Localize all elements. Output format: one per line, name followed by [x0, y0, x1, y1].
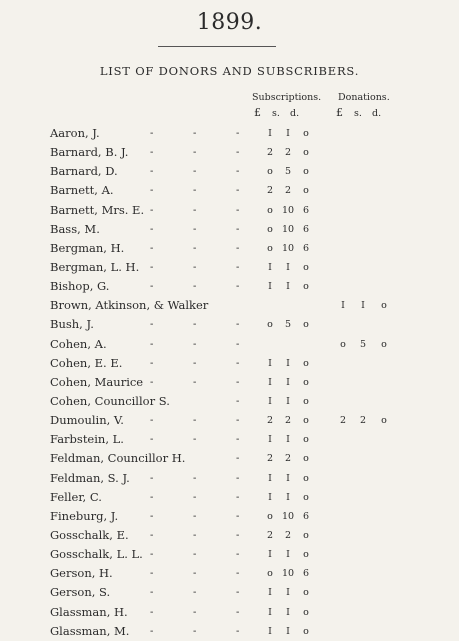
- leader-dash: -: [236, 261, 240, 273]
- subscription-shillings: I: [286, 587, 290, 599]
- donor-row: [0, 430, 459, 449]
- subscription-pounds: I: [268, 606, 272, 618]
- subscription-pence: 6: [302, 510, 310, 522]
- donor-name: Cohen, A.: [50, 336, 107, 351]
- leader-dash: -: [150, 549, 154, 561]
- donor-row: [0, 411, 459, 430]
- leader-dash: -: [193, 549, 197, 561]
- donor-name: Farbstein, L.: [50, 432, 124, 447]
- leader-dash: -: [236, 434, 240, 446]
- donor-name: Bass, M.: [50, 221, 100, 236]
- leader-dash: -: [150, 568, 154, 580]
- leader-dash: -: [236, 128, 240, 139]
- leader-dash: -: [193, 415, 197, 427]
- leader-dash: -: [236, 472, 240, 484]
- donor-row: [0, 507, 459, 526]
- leader-dash: -: [193, 491, 197, 503]
- donor-name: Barnard, D.: [50, 164, 118, 179]
- leader-dash: -: [193, 357, 197, 369]
- donor-name: Cohen, Maurice: [50, 374, 144, 389]
- donation-pence: o: [381, 338, 387, 350]
- leader-dash: -: [150, 625, 154, 637]
- subscription-pence: o: [303, 376, 309, 388]
- leader-dash: -: [150, 128, 154, 139]
- subscription-pence: o: [303, 166, 309, 178]
- donation-shillings: I: [361, 300, 365, 312]
- subscription-shillings: 10: [281, 204, 295, 216]
- leader-dash: -: [236, 568, 240, 580]
- subscription-pounds: 2: [266, 185, 274, 197]
- leader-dash: -: [150, 281, 154, 293]
- donations-units: [336, 106, 381, 119]
- donor-row: [0, 545, 459, 564]
- subscription-pence: o: [303, 185, 309, 197]
- unit-pounds: £: [254, 106, 261, 119]
- unit-shillings: s.: [354, 108, 362, 119]
- subscription-pounds: o: [267, 204, 273, 216]
- unit-shillings: s.: [272, 108, 280, 119]
- donor-row: [0, 239, 459, 258]
- subscription-shillings: 2: [284, 185, 292, 197]
- subscription-pounds: I: [268, 281, 272, 293]
- subscription-pence: 6: [302, 223, 310, 235]
- subscription-pence: o: [303, 434, 309, 446]
- unit-pence: d.: [290, 108, 300, 119]
- subscription-pence: o: [303, 281, 309, 293]
- donor-name: Fineburg, J.: [50, 508, 119, 523]
- subscription-shillings: 10: [281, 568, 295, 580]
- subscription-pounds: 2: [266, 453, 274, 465]
- subscription-pence: o: [303, 472, 309, 484]
- donor-name: Barnett, Mrs. E.: [50, 202, 145, 217]
- donor-row: [0, 143, 459, 162]
- subscription-shillings: 10: [281, 223, 295, 235]
- donor-row: [0, 124, 459, 143]
- subscription-shillings: I: [286, 549, 290, 561]
- page-title: LIST OF DONORS AND SUBSCRIBERS.: [99, 64, 360, 78]
- subscriptions-header: Subscriptions.: [252, 92, 322, 103]
- subscription-shillings: I: [286, 625, 290, 637]
- donor-row: [0, 469, 459, 488]
- leader-dash: -: [150, 434, 154, 446]
- donor-name: Glassman, M.: [50, 623, 130, 638]
- leader-dash: -: [193, 338, 197, 350]
- leader-dash: -: [236, 453, 240, 465]
- leader-dash: -: [236, 357, 240, 369]
- donor-row: [0, 258, 459, 277]
- donor-name: Aaron, J.: [50, 126, 100, 140]
- donor-row: [0, 583, 459, 602]
- donor-name: Barnard, B. J.: [50, 145, 129, 160]
- subscription-pence: 6: [302, 204, 310, 216]
- subscription-pounds: I: [268, 357, 272, 369]
- subscription-shillings: I: [286, 128, 290, 139]
- leader-dash: -: [150, 338, 154, 350]
- subscription-pounds: 2: [266, 529, 274, 541]
- leader-dash: -: [193, 242, 197, 254]
- leader-dash: -: [150, 606, 154, 618]
- leader-dash: -: [150, 223, 154, 235]
- leader-dash: -: [193, 587, 197, 599]
- subscription-pence: o: [303, 319, 309, 331]
- donor-name: Brown, Atkinson, & Walker: [50, 298, 209, 313]
- leader-dash: -: [193, 281, 197, 293]
- subscription-shillings: I: [286, 434, 290, 446]
- donation-shillings: 5: [359, 338, 367, 350]
- leader-dash: -: [150, 472, 154, 484]
- subscription-pounds: I: [268, 261, 272, 273]
- leader-dash: -: [236, 625, 240, 637]
- donor-row: [0, 315, 459, 334]
- subscription-pounds: o: [267, 223, 273, 235]
- donor-name: Cohen, E. E.: [50, 355, 123, 370]
- subscription-pounds: 2: [266, 415, 274, 427]
- title-divider: [158, 46, 276, 47]
- donor-name: Bush, J.: [50, 317, 94, 332]
- subscription-pounds: o: [267, 242, 273, 254]
- donor-row: [0, 162, 459, 181]
- subscription-shillings: 2: [284, 453, 292, 465]
- leader-dash: -: [236, 204, 240, 216]
- leader-dash: -: [150, 185, 154, 197]
- subscription-pounds: o: [267, 568, 273, 580]
- leader-dash: -: [236, 549, 240, 561]
- leader-dash: -: [236, 606, 240, 618]
- leader-dash: -: [236, 242, 240, 254]
- subscription-shillings: I: [286, 395, 290, 407]
- donor-name: Bergman, L. H.: [50, 259, 140, 274]
- leader-dash: -: [150, 415, 154, 427]
- donor-row: [0, 526, 459, 545]
- leader-dash: -: [236, 147, 240, 159]
- subscription-pounds: I: [268, 434, 272, 446]
- donor-name: Barnett, A.: [50, 183, 114, 198]
- leader-dash: -: [193, 434, 197, 446]
- subscription-pence: o: [303, 491, 309, 503]
- subscriptions-units: [254, 106, 299, 119]
- subscription-shillings: 5: [284, 166, 292, 178]
- subscription-shillings: 2: [284, 147, 292, 159]
- donation-pounds: I: [341, 300, 345, 312]
- donation-pence: o: [381, 415, 387, 427]
- donor-name: Feldman, Councillor H.: [50, 451, 186, 466]
- donor-name: Bergman, H.: [50, 240, 125, 255]
- subscription-pounds: I: [268, 587, 272, 599]
- leader-dash: -: [193, 376, 197, 388]
- subscription-pence: o: [303, 261, 309, 273]
- leader-dash: -: [236, 223, 240, 235]
- subscription-shillings: 5: [284, 319, 292, 331]
- donor-row: [0, 354, 459, 373]
- leader-dash: -: [193, 625, 197, 637]
- subscription-shillings: 10: [281, 510, 295, 522]
- leader-dash: -: [193, 319, 197, 331]
- leader-dash: -: [193, 204, 197, 216]
- subscription-shillings: 2: [284, 529, 292, 541]
- donor-row: [0, 564, 459, 583]
- leader-dash: -: [193, 128, 197, 139]
- subscription-pounds: 2: [266, 147, 274, 159]
- unit-pounds: £: [336, 106, 343, 119]
- subscription-shillings: I: [286, 491, 290, 503]
- subscription-pence: o: [303, 357, 309, 369]
- subscription-shillings: I: [286, 281, 290, 293]
- page-year: 1899.: [196, 10, 263, 35]
- leader-dash: -: [150, 357, 154, 369]
- leader-dash: -: [236, 319, 240, 331]
- subscription-pence: o: [303, 606, 309, 618]
- donor-name: Dumoulin, V.: [50, 413, 124, 428]
- leader-dash: -: [236, 395, 240, 407]
- donor-name: Gosschalk, E.: [50, 527, 129, 542]
- leader-dash: -: [150, 510, 154, 522]
- leader-dash: -: [193, 147, 197, 159]
- leader-dash: -: [150, 491, 154, 503]
- leader-dash: -: [193, 568, 197, 580]
- leader-dash: -: [193, 472, 197, 484]
- donor-list: [0, 124, 459, 641]
- donor-row: [0, 335, 459, 354]
- donation-shillings: 2: [359, 415, 367, 427]
- donor-row: [0, 220, 459, 239]
- donation-pounds: 2: [339, 415, 347, 427]
- leader-dash: -: [236, 510, 240, 522]
- leader-dash: -: [193, 261, 197, 273]
- donation-pounds: o: [340, 338, 346, 350]
- donation-pence: o: [381, 300, 387, 312]
- subscription-pence: o: [303, 625, 309, 637]
- leader-dash: -: [150, 166, 154, 178]
- subscription-pounds: I: [268, 549, 272, 561]
- unit-pence: d.: [372, 108, 382, 119]
- leader-dash: -: [193, 510, 197, 522]
- subscription-pence: o: [303, 549, 309, 561]
- leader-dash: -: [193, 185, 197, 197]
- donor-row: [0, 603, 459, 622]
- subscription-shillings: I: [286, 606, 290, 618]
- donor-row: [0, 622, 459, 641]
- donor-name: Bishop, G.: [50, 279, 110, 294]
- donor-row: [0, 277, 459, 296]
- donor-row: [0, 392, 459, 411]
- subscription-pence: o: [303, 453, 309, 465]
- leader-dash: -: [236, 185, 240, 197]
- subscription-pence: 6: [302, 242, 310, 254]
- leader-dash: -: [236, 587, 240, 599]
- subscription-pounds: I: [268, 625, 272, 637]
- leader-dash: -: [150, 587, 154, 599]
- leader-dash: -: [236, 491, 240, 503]
- subscription-pounds: I: [268, 472, 272, 484]
- leader-dash: -: [236, 415, 240, 427]
- subscription-shillings: 10: [281, 242, 295, 254]
- leader-dash: -: [150, 147, 154, 159]
- subscription-pounds: o: [267, 510, 273, 522]
- leader-dash: -: [236, 376, 240, 388]
- subscription-pounds: o: [267, 166, 273, 178]
- subscription-pence: o: [303, 587, 309, 599]
- subscription-pence: o: [303, 529, 309, 541]
- donor-row: [0, 181, 459, 200]
- leader-dash: -: [150, 261, 154, 273]
- subscription-pounds: o: [267, 319, 273, 331]
- subscription-pounds: I: [268, 376, 272, 388]
- subscription-pounds: I: [268, 128, 272, 139]
- donor-name: Feller, C.: [50, 489, 102, 504]
- leader-dash: -: [150, 204, 154, 216]
- subscription-shillings: I: [286, 376, 290, 388]
- donor-row: [0, 373, 459, 392]
- subscription-pence: 6: [302, 568, 310, 580]
- donor-name: Gerson, H.: [50, 566, 113, 581]
- leader-dash: -: [236, 338, 240, 350]
- leader-dash: -: [236, 529, 240, 541]
- donor-name: Gosschalk, L. L.: [50, 547, 143, 562]
- leader-dash: -: [236, 166, 240, 178]
- donor-row: [0, 488, 459, 507]
- donor-name: Cohen, Councillor S.: [50, 393, 170, 408]
- donor-row: [0, 296, 459, 315]
- leader-dash: -: [193, 529, 197, 541]
- subscription-pence: o: [303, 415, 309, 427]
- leader-dash: -: [193, 166, 197, 178]
- leader-dash: -: [150, 529, 154, 541]
- subscription-pounds: I: [268, 491, 272, 503]
- subscription-pounds: I: [268, 395, 272, 407]
- donor-name: Feldman, S. J.: [50, 470, 130, 485]
- subscription-shillings: 2: [284, 415, 292, 427]
- leader-dash: -: [150, 242, 154, 254]
- subscription-pence: o: [303, 147, 309, 159]
- subscription-shillings: I: [286, 472, 290, 484]
- leader-dash: -: [150, 376, 154, 388]
- leader-dash: -: [193, 606, 197, 618]
- leader-dash: -: [236, 281, 240, 293]
- donor-name: Gerson, S.: [50, 585, 111, 600]
- subscription-pence: o: [303, 128, 309, 139]
- subscription-shillings: I: [286, 357, 290, 369]
- subscription-shillings: I: [286, 261, 290, 273]
- leader-dash: -: [150, 319, 154, 331]
- donations-header: Donations.: [338, 92, 390, 103]
- donor-row: [0, 201, 459, 220]
- subscription-pence: o: [303, 395, 309, 407]
- donor-row: [0, 449, 459, 468]
- donor-name: Glassman, H.: [50, 604, 128, 619]
- leader-dash: -: [193, 223, 197, 235]
